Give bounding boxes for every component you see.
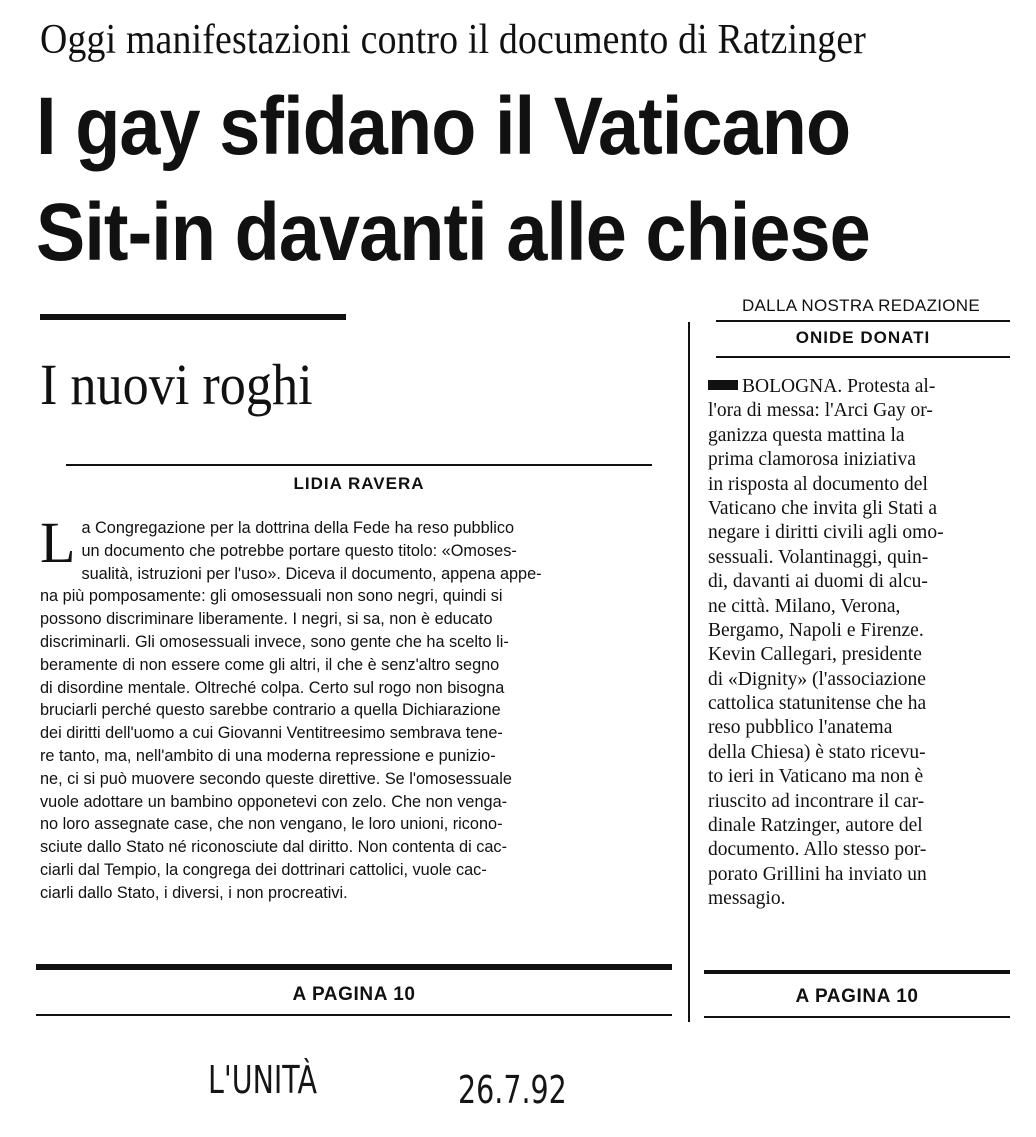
left-article-line: beramente di non essere come gli altri, il che è senz'altro segno [40, 655, 500, 674]
handwritten-source: L'UNITÀ [208, 1058, 317, 1102]
right-bottom-rule [704, 970, 1010, 974]
left-article-line: discriminarli. Gli omosessuali invece, sono gente che ha scelto li- [40, 632, 509, 651]
headline-line-1: I gay sfidano il Vaticano [36, 81, 851, 172]
left-article-line: ciarli dal Tempio, la congrega dei dottrinari cattolici, vuole cac- [40, 860, 487, 879]
right-article-line: porato Grillini ha inviato un [708, 863, 927, 885]
left-article-line: di disordine mentale. Oltreché colpa. Certo sul rogo non bisogna [40, 678, 505, 697]
right-article-line: di «Dignity» (l'associazione [708, 668, 926, 690]
left-article-line: un documento che potrebbe portare questo titolo: «Omoses- [81, 541, 517, 560]
handwritten-date: 26.7.92 [458, 1068, 567, 1112]
left-article-line: no loro assegnate case, che non vengano, le loro unioni, ricono- [40, 815, 503, 834]
right-article-line: reso pubblico l'anatema [708, 717, 893, 739]
right-continued: A PAGINA 10 [795, 986, 919, 1007]
right-article-line: dinale Ratzinger, autore del [708, 815, 923, 837]
left-continued: A PAGINA 10 [292, 984, 416, 1005]
left-article-line: re tanto, ma, nell'ambito di una moderna repressione e punizio- [40, 746, 496, 765]
right-article-line: negare i diritti civili agli omo- [708, 522, 944, 544]
left-article-line: na più pomposamente: gli omosessuali non sono negri, quindi si [40, 587, 503, 606]
right-article-line: ne città. Milano, Verona, [708, 595, 901, 617]
right-top-rule [716, 320, 1010, 322]
left-article-line: sciute dallo Stato né riconosciute dal diritto. Non contenta di cac- [40, 838, 507, 857]
right-continued-rule [704, 1016, 1010, 1018]
right-article-line: prima clamorosa iniziativa [708, 449, 916, 471]
right-article-line: BOLOGNA. Protesta al- [708, 375, 1012, 399]
right-article-body [708, 375, 1012, 912]
editorial-title: I nuovi roghi [40, 352, 313, 417]
right-article-line: ganizza questa mattina la [708, 424, 905, 446]
left-continued-rule [36, 1014, 672, 1016]
left-article-line: sualità, istruzioni per l'uso». Diceva il documento, appena appe- [81, 564, 542, 583]
right-author: ONIDE DONATI [795, 328, 931, 347]
left-bottom-rule [36, 964, 672, 970]
left-article-line: dei diritti dell'uomo a cui Giovanni Ventitreesimo sembrava tene- [40, 724, 503, 743]
left-article-line: ne, ci si può muovere secondo queste direttive. Se l'omosessuale [40, 769, 512, 788]
right-article-line: l'ora di messa: l'Arci Gay or- [708, 400, 933, 422]
left-article-line: vuole adottare un bambino opponetevi con zelo. Che non venga- [40, 792, 508, 811]
right-author-rule [716, 356, 1010, 358]
right-article-line: della Chiesa) è stato ricevu- [708, 741, 926, 763]
left-article-body [40, 510, 672, 905]
right-article-line: to ieri in Vaticano ma non è [708, 766, 924, 788]
right-article-line: in risposta al documento del [708, 473, 928, 495]
right-article-line: cattolica statunitense che ha [708, 693, 927, 715]
headline-line-2: Sit-in davanti alle chiese [36, 187, 870, 278]
column-divider [688, 322, 690, 1022]
right-article-line: messagio. [708, 888, 786, 910]
left-article-line: ciarli dallo Stato, i diversi, i non procreativi. [40, 883, 348, 902]
left-article-line: bruciarli perché questo sarebbe contrario a quella Dichiarazione [40, 701, 501, 720]
kicker: Oggi manifestazioni contro il documento di Ratzinger [40, 17, 867, 63]
left-author: LIDIA RAVERA [293, 474, 425, 493]
left-article-line: a Congregazione per la dottrina della Fede ha reso pubblico [81, 519, 515, 537]
left-article-line: possono discriminare liberamente. I negri, si sa, non è educato [40, 610, 493, 629]
right-article-line: Vaticano che invita gli Stati a [708, 497, 938, 519]
right-article-line: sessuali. Volantinaggi, quin- [708, 546, 929, 568]
right-byline-small: DALLA NOSTRA REDAZIONE [741, 296, 981, 315]
left-author-rule [66, 464, 652, 466]
right-article-line: Kevin Callegari, presidente [708, 644, 922, 666]
lead-square-icon [708, 380, 738, 390]
right-article-line: documento. Allo stesso por- [708, 839, 927, 861]
right-article-line: Bergamo, Napoli e Firenze. [708, 619, 924, 641]
left-top-rule [40, 314, 346, 320]
drop-cap: L [40, 510, 76, 575]
right-article-line: di, davanti ai duomi di alcu- [708, 571, 928, 593]
right-article-line: riuscito ad incontrare il car- [708, 790, 925, 812]
